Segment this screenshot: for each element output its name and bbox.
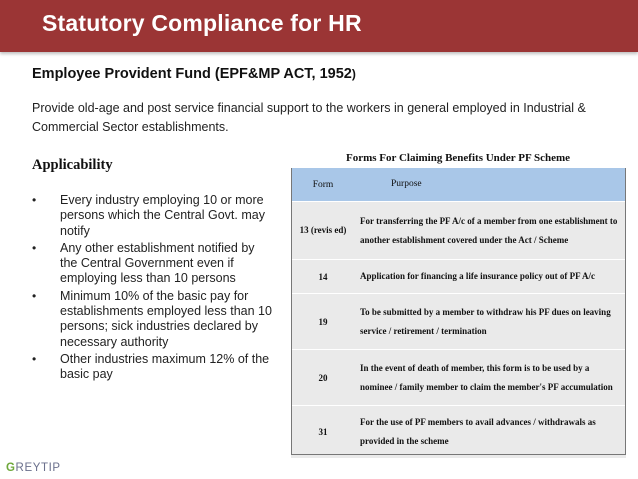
form-number: 14	[291, 260, 355, 294]
column-header-purpose: Purpose	[355, 168, 626, 202]
greytip-logo	[6, 462, 61, 474]
list-item-text: Minimum 10% of the basic pay for establishments employed less than 10 persons; sick industries declared by necessary authority	[60, 288, 272, 349]
applicability-heading: Applicability	[32, 157, 113, 173]
bullet-icon: •	[32, 240, 37, 255]
form-number: 20	[291, 350, 355, 406]
table-row	[291, 350, 626, 406]
form-purpose: For transferring the PF A/c of a member from one establishment to another establishment covered under the Act / Scheme	[355, 202, 626, 260]
form-purpose: Application for financing a life insurance policy out of PF A/c	[355, 260, 626, 294]
bullet-icon: •	[32, 193, 37, 207]
form-purpose: In the event of death of member, this form is to be used by a nominee / family member to claim the member's PF accumulation	[355, 350, 626, 406]
form-purpose: For the use of PF members to avail advances / withdrawals as provided in the scheme	[355, 406, 626, 459]
table-row	[291, 202, 626, 260]
table-row	[291, 294, 626, 350]
table-header-row	[291, 168, 626, 202]
applicability-list	[32, 193, 272, 385]
logo-text: REYTIP	[15, 462, 61, 474]
list-item-text: Other industries maximum 12% of the basic pay	[60, 351, 270, 382]
forms-table-title: Forms For Claiming Benefits Under PF Scheme	[346, 152, 571, 164]
intro-paragraph: Provide old-age and post service financial support to the workers in general employed in Industrial & Commercial Sector establishments.	[32, 101, 586, 134]
form-number: 13 (revis ed)	[291, 202, 355, 260]
logo-mark: G	[6, 462, 16, 474]
title-bar	[0, 0, 638, 52]
subtitle-text: Employee Provident Fund (EPF&MP ACT, 1952	[32, 66, 352, 82]
subtitle-paren: )	[351, 67, 356, 81]
list-item	[32, 193, 272, 239]
list-item	[32, 241, 272, 287]
list-item-text: Every industry employing 10 or more persons which the Central Govt. may notify	[60, 193, 265, 238]
list-item	[32, 289, 272, 350]
table-row	[291, 406, 626, 459]
form-purpose: To be submitted by a member to withdraw his PF dues on leaving service / retirement / termination	[355, 294, 626, 350]
forms-table	[291, 168, 626, 459]
form-number: 19	[291, 294, 355, 350]
bullet-icon: •	[32, 351, 37, 366]
page-title: Statutory Compliance for HR	[42, 10, 362, 36]
column-header-form: Form	[291, 168, 355, 202]
bullet-icon: •	[32, 288, 37, 303]
form-number: 31	[291, 406, 355, 459]
list-item-text: Any other establishment notified by the Central Government even if employing less than 10 persons	[60, 240, 255, 286]
list-item	[32, 352, 272, 383]
table-row	[291, 260, 626, 294]
section-subtitle	[32, 66, 356, 82]
